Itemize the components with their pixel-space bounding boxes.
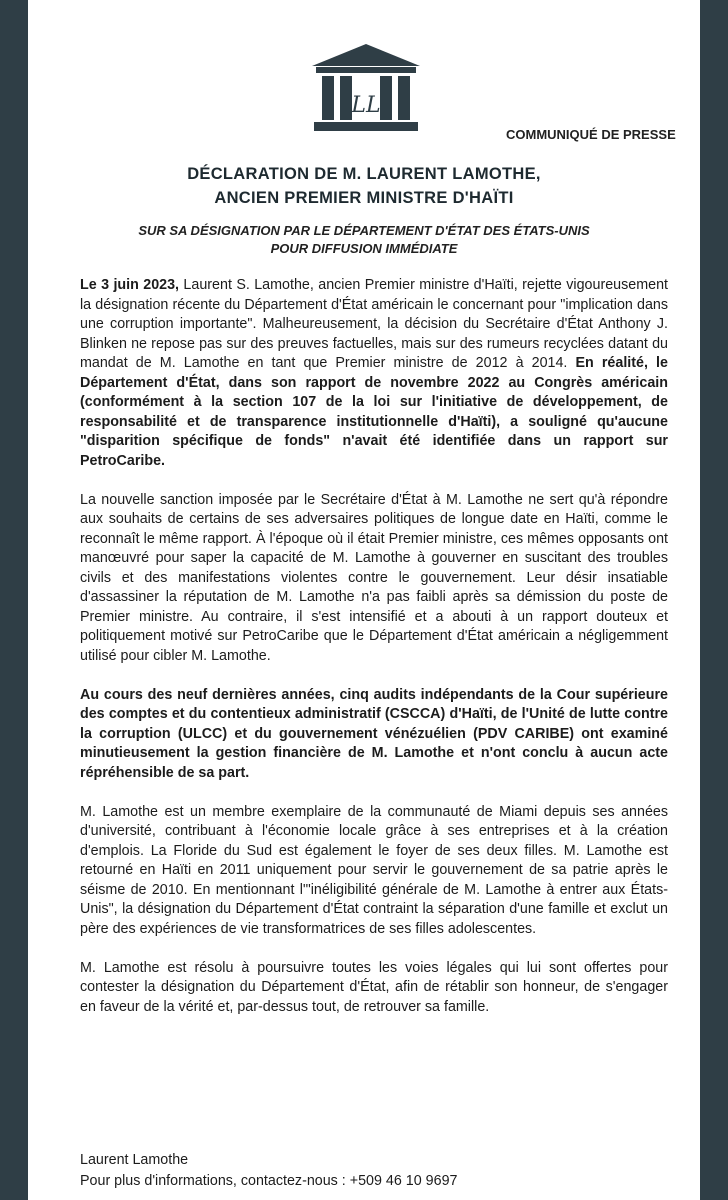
paragraph-3: Au cours des neuf dernières années, cinq audits indépendants de la Cour supérieure des comptes et du contentieux administratif (CSCCA) d'Haïti, de l'Unité de lutte contre la corruption (ULCC) et du gouvernement vénézuélien (PDV CARIBE) ont examiné minutieusement la gestion financière de M. Lamothe et n'ont conclu à aucun acte répréhensible de sa part. (80, 686, 668, 781)
signature-name: Laurent Lamothe (80, 1152, 189, 1168)
paragraph-1-date: Le 3 juin 2023, (80, 277, 180, 293)
paragraph-1-bold: En réalité, le Département d'État, dans son rapport de novembre 2022 au Congrès américain (conformément à la section 107 de la loi sur l'initiative de développement, de responsabilité et de transparence institutionnelle d'Haïti), a souligné qu'aucune "disparition spécifique de fonds" n'avait été identifiée dans un rapport sur PetroCaribe. (80, 355, 668, 469)
paragraph-4: M. Lamothe est un membre exemplaire de la communauté de Miami depuis ses années d'université, contribuant à l'économie locale grâce à ses entreprises et à la création d'emplois. La Floride du Sud est également le foyer de ses deux filles. M. Lamothe est retourné en Haïti en 2011 uniquement pour servir le gouvernement de sa patrie après le séisme de 2010. En mentionnant l'"inéligibilité générale de M. Lamothe à entrer aux États-Unis", la désignation du Département d'État contraint la séparation d'une famille et exclut un père des expériences de vie transformatrices de ses filles adolescentes. (80, 803, 668, 937)
signature-block (80, 1150, 457, 1192)
paragraph-1-text: Laurent S. Lamothe, ancien Premier ministre d'Haïti, rejette vigoureusement la désignation récente du Département d'État américain le concernant pour "implication dans une corruption importante". Malheureusement, la décision du Secrétaire d'État Anthony J. Blinken ne repose pas sur des preuves factuelles, mais sur des rumeurs recyclées datant du mandat de M. Lamothe en tant que Premier ministre de 2012 à 2014. (80, 277, 668, 371)
paragraph-5: M. Lamothe est résolu à poursuivre toutes les voies légales qui lui sont offertes pour contester la désignation du Département d'État, afin de rétablir son honneur, de s'engager en faveur de la vérité et, par-dessus tout, de retrouver sa famille. (80, 959, 668, 1015)
press-release-page (28, 0, 700, 1200)
paragraph-1 (80, 276, 668, 471)
logo-monogram: LL (351, 93, 381, 118)
body-text (80, 276, 668, 1037)
courthouse-logo-icon (310, 42, 422, 134)
title-line-2: ANCIEN PREMIER MINISTRE D'HAÏTI (214, 189, 514, 207)
contact-line: Pour plus d'informations, contactez-nous : +509 46 10 9697 (80, 1173, 458, 1189)
paragraph-2: La nouvelle sanction imposée par le Secrétaire d'État à M. Lamothe ne sert qu'à répondre aux souhaits de certains de ses adversaires politiques de longue date en Haïti, comme le reconnaît le même rapport. À l'époque où il était Premier ministre, ces mêmes opposants ont manœuvré pour saper la capacité de M. Lamothe à gouverner en suscitant des troubles civils et des manifestations violentes contre le gouvernement. Leur désir insatiable d'assassiner la réputation de M. Lamothe n'a pas faibli après sa démission du poste de Premier ministre. Au contraire, il s'est intensifié et a abouti à un rapport douteux et politiquement motivé sur PetroCaribe que le Département d'État américain a négligemment utilisé pour cibler M. Lamothe. (80, 491, 668, 664)
subtitle (28, 222, 700, 258)
press-release-label: COMMUNIQUÉ DE PRESSE (506, 127, 676, 142)
subtitle-line-2: POUR DIFFUSION IMMÉDIATE (270, 241, 458, 256)
title-line-1: DÉCLARATION DE M. LAURENT LAMOTHE, (187, 165, 541, 183)
page-title (28, 162, 700, 210)
subtitle-line-1: SUR SA DÉSIGNATION PAR LE DÉPARTEMENT D'ÉTAT DES ÉTATS-UNIS (138, 223, 590, 238)
